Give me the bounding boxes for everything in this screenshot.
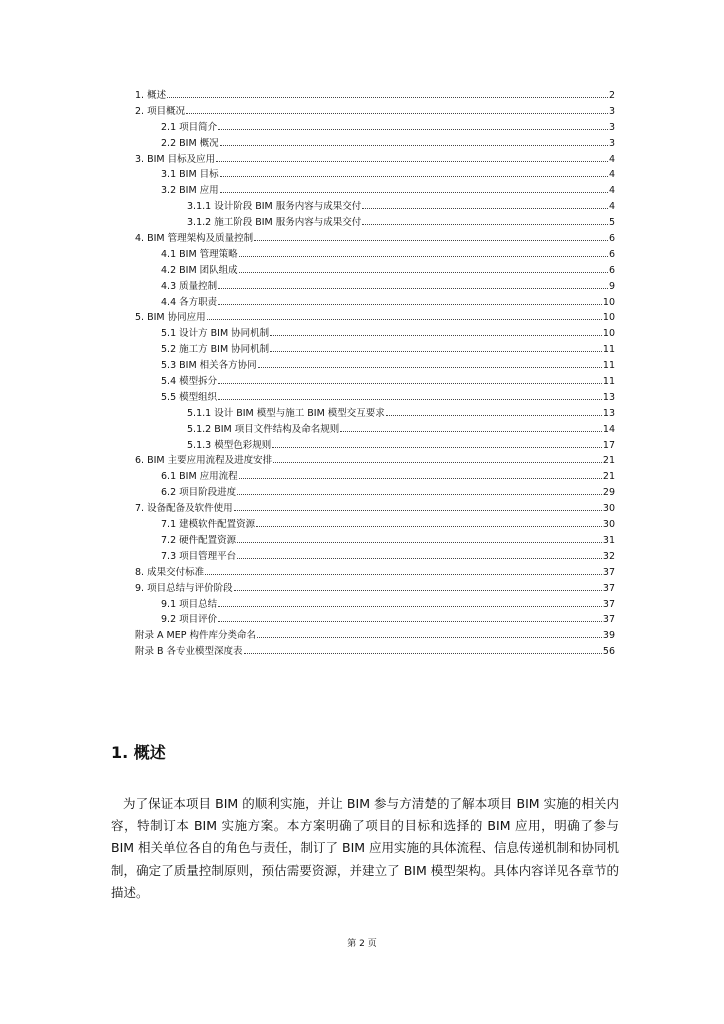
toc-entry-title: 5.1.1 设计 BIM 模型与施工 BIM 模型交互要求 (187, 407, 385, 419)
toc-entry-title: 4.3 质量控制 (161, 280, 218, 292)
toc-entry-title: 1. 概述 (135, 90, 167, 101)
toc-dot-leader (167, 90, 608, 98)
toc-entry-page: 3 (608, 121, 615, 133)
toc-entry[interactable] (135, 565, 615, 581)
toc-entry[interactable] (135, 279, 615, 295)
toc-entry-title: 3.1.2 施工阶段 BIM 服务内容与成果交付 (187, 217, 362, 229)
toc-entry-title: 5.1.3 模型色彩规则 (187, 439, 272, 451)
toc-dot-leader (218, 598, 602, 606)
toc-entry-title: 6. BIM 主要应用流程及进度安排 (135, 455, 273, 467)
toc-entry[interactable] (135, 247, 615, 263)
toc-entry-page: 21 (602, 471, 615, 483)
toc-entry-title: 4. BIM 管理架构及质量控制 (135, 233, 254, 245)
toc-entry-title: 4.1 BIM 管理策略 (161, 248, 238, 260)
toc-entry-page: 5 (608, 217, 615, 229)
toc-entry-title: 附录 A MEP 构件库分类命名 (135, 630, 256, 642)
toc-dot-leader (220, 138, 608, 146)
toc-entry-page: 13 (602, 391, 615, 403)
toc-dot-leader (218, 296, 602, 304)
toc-entry[interactable] (135, 406, 615, 422)
toc-entry[interactable] (135, 326, 615, 342)
toc-dot-leader (218, 122, 608, 130)
toc-entry[interactable] (135, 199, 615, 215)
toc-dot-leader (234, 582, 602, 590)
toc-entry[interactable] (135, 342, 615, 358)
toc-entry-title: 3.1.1 设计阶段 BIM 服务内容与成果交付 (187, 201, 362, 213)
toc-dot-leader (237, 487, 602, 495)
toc-dot-leader (218, 614, 602, 622)
toc-entry[interactable] (135, 485, 615, 501)
toc-entry[interactable] (135, 136, 615, 152)
toc-entry-page: 2 (608, 90, 615, 101)
toc-entry-title: 5.1 设计方 BIM 协同机制 (161, 328, 270, 340)
toc-dot-leader (207, 312, 602, 320)
toc-entry-title: 附录 B 各专业模型深度表 (135, 646, 243, 658)
toc-entry-page: 39 (602, 630, 615, 642)
toc-dot-leader (244, 646, 602, 654)
toc-entry-title: 4.2 BIM 团队组成 (161, 264, 238, 276)
section-heading: 1. 概述 (111, 743, 166, 762)
toc-entry-page: 32 (602, 550, 615, 562)
toc-entry-title: 5.4 模型拆分 (161, 376, 218, 388)
toc-dot-leader (239, 265, 608, 273)
toc-entry-page: 21 (602, 455, 615, 467)
toc-entry-page: 6 (608, 233, 615, 245)
toc-entry[interactable] (135, 597, 615, 613)
toc-entry[interactable] (135, 120, 615, 136)
toc-entry-title: 9. 项目总结与评价阶段 (135, 582, 233, 594)
toc-entry[interactable] (135, 295, 615, 311)
toc-dot-leader (386, 408, 602, 416)
page-footer: 第 2 页 (347, 939, 377, 949)
toc-entry-page: 6 (608, 264, 615, 276)
toc-dot-leader (340, 424, 602, 432)
toc-entry-page: 11 (602, 344, 615, 356)
table-of-contents (135, 88, 615, 660)
toc-entry-title: 6.1 BIM 应用流程 (161, 471, 238, 483)
toc-dot-leader (237, 535, 602, 543)
toc-entry-title: 6.2 项目阶段进度 (161, 487, 237, 499)
toc-entry[interactable] (135, 501, 615, 517)
toc-entry-title: 7.1 建模软件配置资源 (161, 519, 256, 531)
toc-dot-leader (239, 471, 602, 479)
toc-entry-page: 37 (602, 582, 615, 594)
toc-dot-leader (272, 439, 602, 447)
toc-entry-page: 9 (608, 280, 615, 292)
toc-entry[interactable] (135, 152, 615, 168)
toc-entry[interactable] (135, 469, 615, 485)
toc-dot-leader (220, 169, 608, 177)
toc-entry-page: 17 (602, 439, 615, 451)
toc-dot-leader (270, 344, 602, 352)
toc-dot-leader (362, 201, 608, 209)
toc-entry-page: 6 (608, 248, 615, 260)
toc-entry-page: 10 (602, 296, 615, 308)
toc-entry-page: 11 (602, 376, 615, 388)
toc-entry-title: 7.2 硬件配置资源 (161, 534, 237, 546)
toc-entry-page: 37 (602, 598, 615, 610)
toc-entry[interactable] (135, 167, 615, 183)
toc-entry-title: 3.1 BIM 目标 (161, 169, 219, 181)
toc-entry-page: 30 (602, 519, 615, 531)
toc-dot-leader (258, 360, 602, 368)
toc-entry[interactable] (135, 215, 615, 231)
toc-entry[interactable] (135, 549, 615, 565)
toc-entry-page: 29 (602, 487, 615, 499)
toc-dot-leader (362, 217, 608, 225)
toc-entry-page: 37 (602, 614, 615, 626)
toc-entry-page: 3 (608, 105, 615, 117)
toc-entry[interactable] (135, 358, 615, 374)
toc-dot-leader (218, 376, 602, 384)
toc-entry[interactable] (135, 310, 615, 326)
toc-entry-page: 13 (602, 407, 615, 419)
toc-dot-leader (234, 503, 602, 511)
toc-entry-title: 7. 设备配备及软件使用 (135, 503, 233, 515)
section-paragraph: 为了保证本项目 BIM 的顺利实施，并让 BIM 参与方清楚的了解本项目 BIM 实施的相关内容，特制订本 BIM 实施方案。本方案明确了项目的目标和选择的 BIM 应用，明确了参与 BIM 相关单位各自的角色与责任，制订了 BIM 应用实施的具体流程、信息传递机制和协同机制，确定了质量控制原则，预估需要资源，并建立了 BIM 模型架构。具体内容详见各章节的描述。 (111, 796, 620, 900)
toc-dot-leader (218, 392, 602, 400)
toc-entry[interactable] (135, 104, 615, 120)
toc-dot-leader (270, 328, 602, 336)
toc-entry-page: 4 (608, 153, 615, 165)
toc-dot-leader (256, 519, 602, 527)
toc-entry-page: 4 (608, 185, 615, 197)
toc-dot-leader (216, 153, 608, 161)
toc-entry[interactable] (135, 644, 615, 660)
toc-entry-page: 56 (602, 646, 615, 658)
toc-dot-leader (237, 551, 602, 559)
toc-entry-page: 4 (608, 169, 615, 181)
toc-entry[interactable] (135, 390, 615, 406)
toc-entry[interactable] (135, 263, 615, 279)
toc-entry[interactable] (135, 183, 615, 199)
toc-dot-leader (257, 630, 602, 638)
toc-dot-leader (218, 281, 608, 289)
toc-entry[interactable] (135, 438, 615, 454)
toc-entry-title: 5.1.2 BIM 项目文件结构及命名规则 (187, 423, 340, 435)
toc-dot-leader (239, 249, 608, 257)
toc-entry-title: 5. BIM 协同应用 (135, 312, 206, 324)
toc-dot-leader (254, 233, 608, 241)
toc-entry-page: 4 (608, 201, 615, 213)
toc-entry-title: 5.2 施工方 BIM 协同机制 (161, 344, 270, 356)
toc-entry[interactable] (135, 612, 615, 628)
toc-entry-title: 8. 成果交付标准 (135, 566, 205, 578)
toc-entry[interactable] (135, 422, 615, 438)
toc-entry[interactable] (135, 231, 615, 247)
toc-entry-page: 31 (602, 534, 615, 546)
toc-entry-page: 10 (602, 328, 615, 340)
toc-entry-title: 5.5 模型组织 (161, 391, 218, 403)
toc-entry-page: 14 (602, 423, 615, 435)
toc-entry[interactable] (135, 374, 615, 390)
toc-entry-page: 3 (608, 137, 615, 149)
toc-entry-title: 2.1 项目简介 (161, 121, 218, 133)
toc-entry-page: 37 (602, 566, 615, 578)
toc-entry[interactable] (135, 517, 615, 533)
toc-entry[interactable] (135, 533, 615, 549)
toc-entry-title: 3.2 BIM 应用 (161, 185, 219, 197)
toc-entry-title: 4.4 各方职责 (161, 296, 218, 308)
toc-entry-page: 30 (602, 503, 615, 515)
toc-entry-title: 5.3 BIM 相关各方协同 (161, 360, 257, 372)
toc-entry-title: 9.2 项目评价 (161, 614, 218, 626)
toc-dot-leader (186, 106, 608, 114)
toc-entry-page: 11 (602, 360, 615, 372)
toc-entry-title: 2. 项目概况 (135, 105, 186, 117)
toc-entry-page: 10 (602, 312, 615, 324)
toc-entry-title: 9.1 项目总结 (161, 598, 218, 610)
toc-dot-leader (205, 567, 602, 575)
toc-entry[interactable] (135, 88, 615, 104)
toc-entry-title: 7.3 项目管理平台 (161, 550, 237, 562)
toc-entry[interactable] (135, 628, 615, 644)
toc-entry-title: 3. BIM 目标及应用 (135, 153, 216, 165)
toc-dot-leader (273, 455, 602, 463)
toc-dot-leader (220, 185, 608, 193)
toc-entry[interactable] (135, 581, 615, 597)
toc-entry-title: 2.2 BIM 概况 (161, 137, 219, 149)
toc-entry[interactable] (135, 453, 615, 469)
